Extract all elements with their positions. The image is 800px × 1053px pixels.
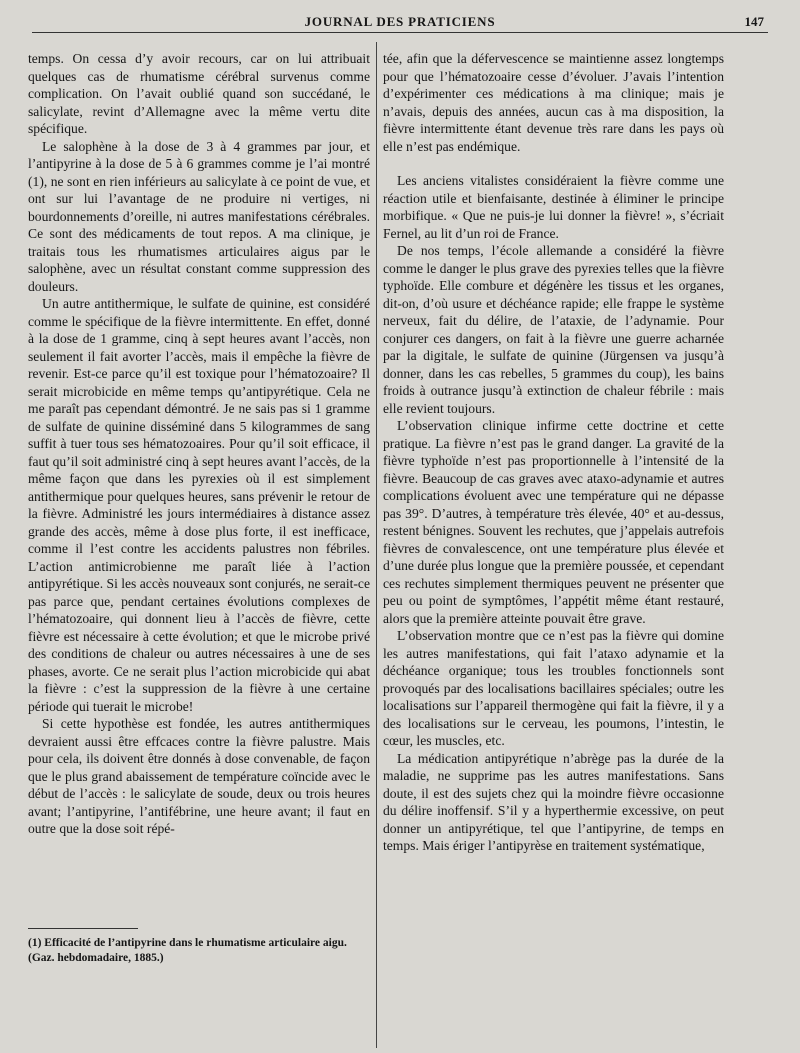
column-divider xyxy=(376,42,377,1048)
paragraph: Si cette hypothèse est fondée, les autres antithermiques devraient aussi être effcaces contre la fièvre palustre. Mais pour cela, ils doivent être donnés à dose convenable, de façon que le plus grand abaissement de température coïncide avec le début de l’accès : le salicylate de soude, deux ou trois heures avant; l’antipyrine, l’antifébrine, une heure avant; il faut en outre que la dose soit répé- xyxy=(28,716,370,836)
footnote: (1) Efficacité de l’antipyrine dans le rhumatisme articulaire aigu. (Gaz. hebdomadaire, 1885.) xyxy=(28,937,347,964)
paragraph: tée, afin que la défervescence se maintienne assez longtemps pour que l’hématozoaire cesse d’évoluer. J’avais l’intention d’expérimenter ces médications à ma clinique; mais je n’avais, depuis des années, aucun cas à ma disposition, la fièvre intermittente étant devenue très rare dans les pays où elle n’est pas endémique. xyxy=(383,51,724,154)
header-rule xyxy=(32,32,768,33)
page-number: 147 xyxy=(744,14,764,29)
paragraph: La médication antipyrétique n’abrège pas la durée de la maladie, ne supprime pas les autres manifestations. Sans doute, il est des sujets chez qui la moindre fièvre occasionne du délire inoffensif. S’il y a hyperthermie excessive, on peut donner un antipyrétique, tel que l’antipyrine, de temps en temps. Mais ériger l’antipyrèse en traitement systématique, xyxy=(383,750,724,853)
paragraph: De nos temps, l’école allemande a considéré la fièvre comme le danger le plus grave des pyrexies telles que la fièvre typhoïde. Elle combure et dégénère les tissus et les organes, dit-on, d’où usure et déchéance rapide; elle frappe le système nerveux, fait du délire, de l’ataxie, de l’adynamie. Pour conjurer ces dangers, on fait à la fièvre une guerre acharnée par la digitale, le sulfate de quinine (Jürgensen va jusqu’à donner, dans les cas rebelles, 5 grammes du coup), les bains froids à outrance jusqu’à extinction de chaleur fébrile : mais elle revient toujours. xyxy=(383,243,724,416)
paragraph: Un autre antithermique, le sulfate de quinine, est considéré comme le spécifique de la fièvre intermittente. En effet, donné à la dose de 1 gramme, cinq à sept heures avant l’accès, non seulement il fait avorter l’accès, mais il empêche la fièvre de revenir. Est-ce parce qu’il est toxique pour l’hématozoaire? Il serait microbicide en même temps qu’antipyrétique. Cela ne me paraît pas cependant démontré. Je ne sais pas si 1 gramme de sulfate de quinine disséminé dans 5 kilogrammes de sang suffit à tuer tous ses hématozoaires. Pour qu’il soit efficace, il faut qu’il soit administré cinq à sept heures avant l’accès, de la même façon que dans les pyrexies où il est simplement antithermique pour quelques heures, sans prévenir le retour de la fièvre. Administré les jours intermédiaires à distance assez grande des accès, même à dose plus forte, il est inefficace, comme il l’est contre les accidents palustres non fébriles. L’action antimicrobienne me paraît liée à l’action antipyrétique. Si les accès nouveaux sont conjurés, ne serait-ce pas parce que, pendant certaines évolutions complexes de l’hématozoaire, qui donnent lieu à l’accès de fièvre, cette fièvre est nécessaire à cette évolution; et que le microbe privé des conditions de chaleur ou autres nécessaires à une de ses phases, avorte. Ce ne serait plus l’action microbicide qui abat la fièvre : c’est la suppression de la fièvre à une certaine période qui tuerait le microbe! xyxy=(28,296,370,714)
paragraph: Le salophène à la dose de 3 à 4 grammes par jour, et l’antipyrine à la dose de 5 à 6 grammes comme je l’ai montré (1), ne sont en rien inférieurs au salicylate à ce point de vue, et ont sur lui l’avantage de ne produire ni vertiges, ni bourdonnements d’oreille, ni autres manifestations cérébrales. Ce sont des médicaments de tout repos. A ma clinique, je traitais tous les rhumatismes articulaires aigus par le salophène, avec un résultat constant comme suppression des douleurs. xyxy=(28,138,370,294)
journal-title: JOURNAL DES PRATICIENS xyxy=(304,14,496,29)
paragraph: L’observation clinique infirme cette doctrine et cette pratique. La fièvre n’est pas le grand danger. La gravité de la fièvre typhoïde n’est pas proportionnelle à l’intensité de la fièvre. Beaucoup de cas graves avec ataxo-adynamie et autres complications évoluent avec une température qui ne dépasse pas 39°. D’autres, à température très élevée, 40° et au-dessus, restent bénignes. Souvent les rechutes, que j’appelais autrefois fièvres de convalescence, ont une température plus élevée et d’une durée plus longue que la première poussée, et cependant ces rechutes simplement thermiques peuvent ne présenter que peu ou point de symptômes, l’appétit même étant restauré, alors que la première atteinte pouvait être grave. xyxy=(383,418,724,626)
left-column xyxy=(28,50,370,838)
right-column xyxy=(383,50,724,855)
paragraph: Les anciens vitalistes considéraient la fièvre comme une réaction utile et bienfaisante, destinée à éliminer le principe morbifique. « Que ne puis-je lui donner la fièvre! », s’écriait Fernel, au lit d’un roi de France. xyxy=(383,173,724,241)
paragraph: L’observation montre que ce n’est pas la fièvre qui domine les autres manifestations, qui fait l’ataxo adynamie et la déchéance organique; tous les troubles fonctionnels sont provoqués par des localisations bacillaires spéciales; outre les localisations sur l’appareil thermogène qui fait la fièvre, il y a des localisations sur le cerveau, les poumons, l’intestin, le cœur, les muscles, etc. xyxy=(383,628,724,748)
paragraph: temps. On cessa d’y avoir recours, car on lui attribuait quelques cas de rhumatisme cérébral survenus comme complication. On l’avait oublié quand son succédané, le salicylate, revint d’Allemagne avec la même vertu dite spécifique. xyxy=(28,51,370,136)
footnote-rule xyxy=(28,928,138,929)
page-header xyxy=(22,10,778,32)
